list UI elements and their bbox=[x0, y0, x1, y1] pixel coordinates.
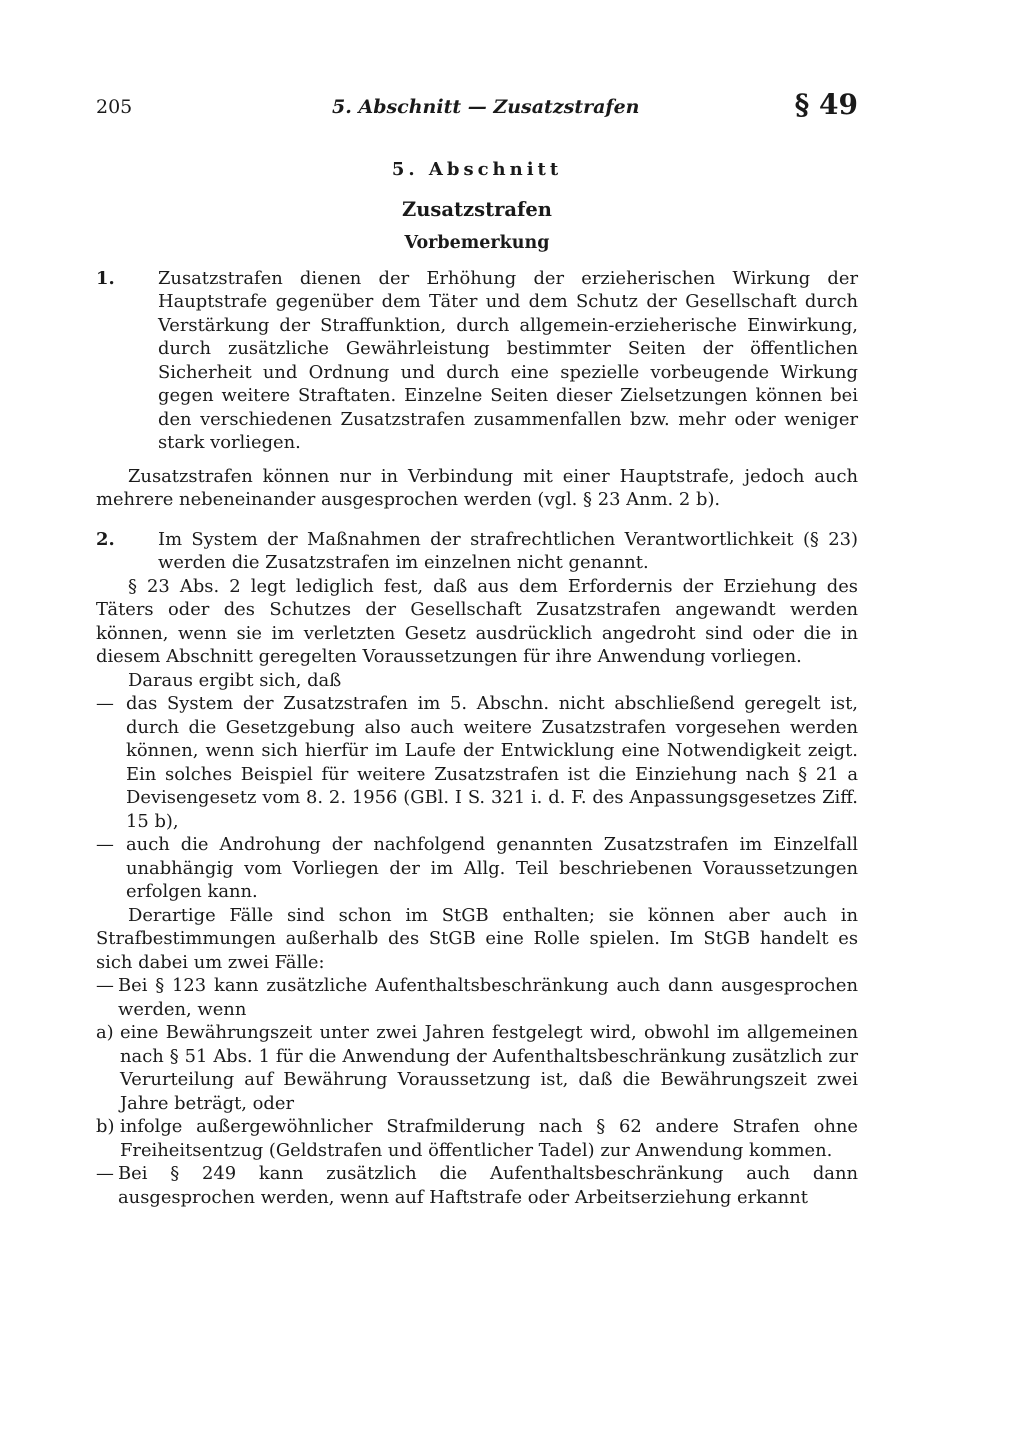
dash-marker: — bbox=[96, 975, 114, 996]
dash-item-1-text: das System der Zusatzstrafen im 5. Abschn. nicht abschließend geregelt ist, durch die Gesetzgebung also auch weitere Zusatzstrafen vorgesehen werden können, wenn sich hierfür im Laufe der Entwicklung eine Notwendigkeit zeigt. Ein solches Beispiel für weitere Zusatzstrafen ist die Einziehung nach § 21 a Devisengesetz vom 8. 2. 1956 (GBl. I S. 321 i. d. F. des Anpassungsgesetzes Ziff. 15 b), bbox=[126, 693, 858, 832]
running-title: 5. Abschnitt — Zusatzstrafen bbox=[332, 96, 640, 118]
chapter-name: Zusatzstrafen bbox=[402, 197, 552, 221]
dash-item-4 bbox=[96, 1162, 858, 1209]
preliminary-remark-heading: Vorbemerkung bbox=[404, 233, 550, 253]
dash-marker: — bbox=[96, 693, 114, 714]
note-1-text: Zusatzstrafen dienen der Erhöhung der erzieherischen Wirkung der Hauptstrafe gegenüber dem Täter und dem Schutz der Gesellschaft durch Verstärkung der Straffunktion, durch allgemein-erzieherische Einwirkung, durch zusätzliche Gewährleistung bestimmter Seiten der öffentlichen Sicherheit und Ordnung und durch eine spezielle vorbeugende Wirkung gegen weitere Straftaten. Einzelne Seiten dieser Zielsetzungen können bei den verschiedenen Zusatzstrafen zusammenfallen bzw. mehr oder weniger stark vorliegen. bbox=[158, 267, 858, 453]
letter-b-label: b) bbox=[96, 1116, 115, 1137]
dash-marker: — bbox=[96, 834, 114, 855]
note-1 bbox=[96, 267, 858, 455]
dash-item-2-text: auch die Androhung der nachfolgend genannten Zusatzstrafen im Einzelfall unabhängig vom Vorliegen der im Allg. Teil beschriebenen Voraussetzungen erfolgen kann. bbox=[126, 834, 858, 902]
dash-marker: — bbox=[96, 1163, 114, 1184]
note-2-number: 2. bbox=[96, 528, 115, 550]
letter-a-label: a) bbox=[96, 1022, 114, 1043]
page-body bbox=[96, 158, 858, 1209]
note-1-paragraph-2: Zusatzstrafen können nur in Verbindung mit einer Hauptstrafe, jedoch auch mehrere nebeneinander ausgesprochen werden (vgl. § 23 Anm. 2 b). bbox=[96, 465, 858, 510]
dash-item-2 bbox=[96, 833, 858, 904]
letter-b-text: infolge außergewöhnlicher Strafmilderung nach § 62 andere Strafen ohne Freiheitsentzug (Geldstrafen und öffentlicher Tadel) zur Anwendung kommen. bbox=[120, 1116, 858, 1161]
note-2-paragraph-2: § 23 Abs. 2 legt lediglich fest, daß aus dem Erfordernis der Erziehung des Täters oder des Schutzes der Gesellschaft Zusatzstrafen angewandt werden können, wenn sie im verletzten Gesetz ausdrücklich angedroht sind oder die in diesem Abschnitt geregelten Voraussetzungen für ihre Anwendung vorliegen. bbox=[96, 575, 858, 667]
note-1-number: 1. bbox=[96, 267, 115, 289]
note-2-paragraph-3: Daraus ergibt sich, daß bbox=[128, 669, 342, 691]
dash-item-3 bbox=[96, 974, 858, 1021]
letter-item-a bbox=[96, 1021, 858, 1115]
chapter-title: 5. Abschnitt bbox=[391, 159, 563, 180]
dash-item-4-text: Bei § 249 kann zusätzlich die Aufenthaltsbeschränkung auch dann ausgesprochen werden, wenn auf Haftstrafe oder Arbeitserziehung erkannt bbox=[118, 1163, 858, 1208]
dash-item-1 bbox=[96, 692, 858, 833]
note-2-text: Im System der Maßnahmen der strafrechtlichen Verantwortlichkeit (§ 23) werden die Zusatzstrafen im einzelnen nicht genannt. bbox=[158, 528, 858, 573]
page-number: 205 bbox=[96, 96, 133, 118]
paragraph-derartige: Derartige Fälle sind schon im StGB enthalten; sie können aber auch in Strafbestimmungen außerhalb des StGB eine Rolle spielen. Im StGB handelt es sich dabei um zwei Fälle: bbox=[96, 904, 858, 973]
running-header bbox=[96, 88, 858, 128]
letter-item-b bbox=[96, 1115, 858, 1162]
note-2 bbox=[96, 528, 858, 575]
section-number: § 49 bbox=[794, 88, 858, 121]
letter-a-text: eine Bewährungszeit unter zwei Jahren festgelegt wird, obwohl im allgemeinen nach § 51 Abs. 1 für die Anwendung der Aufenthaltsbeschränkung zusätzlich zur Verurteilung auf Bewährung Voraussetzung ist, daß die Bewährungszeit zwei Jahre beträgt, oder bbox=[120, 1022, 858, 1114]
dash-item-3-text: Bei § 123 kann zusätzliche Aufenthaltsbeschränkung auch dann ausgesprochen werden, wenn bbox=[118, 975, 858, 1020]
